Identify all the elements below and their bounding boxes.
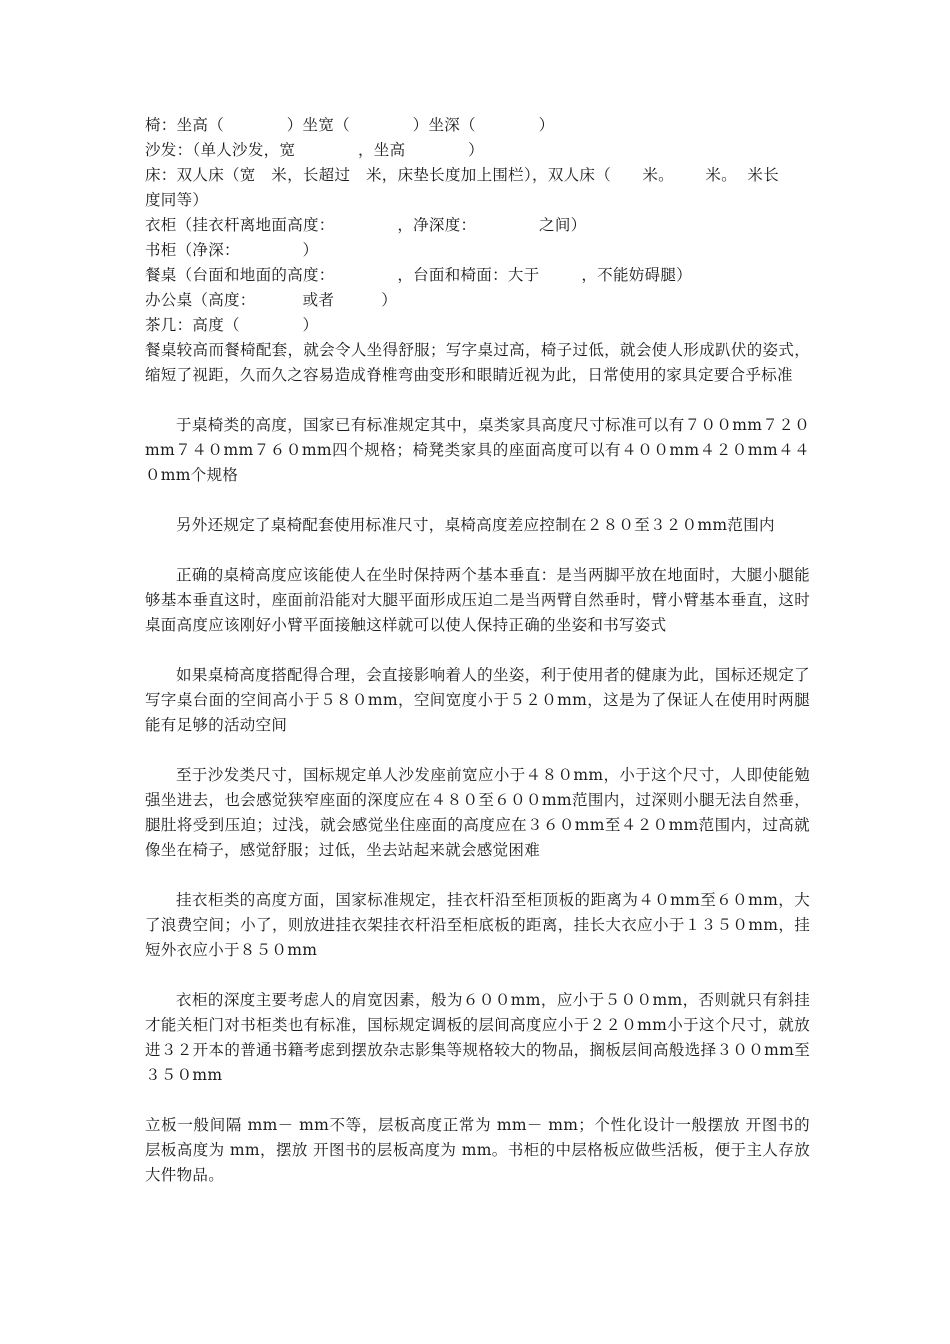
document-page — [145, 113, 810, 1188]
paragraph-spacer — [145, 388, 810, 413]
spec-line-bookcase: 书柜（净深： ） — [145, 241, 319, 259]
paragraph-wardrobe-depth: 衣柜的深度主要考虑人的肩宽因素，般为６００mm，应小于５００mm，否则就只有斜挂才能关柜门对书柜类也有标准，国标规定调板的层间高度应小于２２０mm小于这个尺寸，就放进３２开本的普通书籍考虑到摆放杂志影集等规格较大的物品，搁板层间高般选择３００mm至３５０mm — [145, 991, 810, 1084]
paragraph-height-difference: 另外还规定了桌椅配套使用标准尺寸，桌椅高度差应控制在２８０至３２０mm范围内 — [176, 516, 775, 534]
spec-line-desk: 办公桌（高度： 或者 ） — [145, 291, 398, 309]
paragraph-correct-posture: 正确的桌椅高度应该能使人在坐时保持两个基本垂直：是当两脚平放在地面时，大腿小腿能够基本垂直这时，座面前沿能对大腿平面形成压迫二是当两臂自然垂时，臂小臂基本垂直，这时桌面高度应该刚好小臂平面接触这样就可以使人保持正确的坐姿和书写姿式 — [145, 566, 810, 634]
paragraph-table-chair-height: 于桌椅类的高度，国家已有标准规定其中，桌类家具高度尺寸标准可以有７００mm７２０mm７４０mm７６０mm四个规格；椅凳类家具的座面高度可以有４００mm４２０mm４４０mm个规格 — [145, 416, 810, 484]
spec-line-chair: 椅：坐高（ ）坐宽（ ）坐深（ ） — [145, 116, 555, 134]
spec-line-dining-table: 餐桌（台面和地面的高度： ，台面和椅面：大于 ，不能妨碍腿） — [145, 266, 692, 284]
spec-line-sofa: 沙发：（单人沙发，宽 ，坐高 ） — [145, 141, 484, 159]
paragraph-wardrobe-height: 挂衣柜类的高度方面，国家标准规定，挂衣杆沿至柜顶板的距离为４０mm至６０mm，大了浪费空间；小了，则放进挂衣架挂衣杆沿至柜底板的距离，挂长大衣应小于１３５０mm，挂短外衣应小于８５０mm — [145, 891, 810, 959]
paragraph-spacer — [145, 738, 810, 763]
paragraph-spacer — [145, 538, 810, 563]
spec-line-wardrobe: 衣柜（挂衣杆离地面高度： ，净深度： 之间） — [145, 216, 587, 234]
spec-list — [145, 113, 810, 338]
paragraph-spacer — [145, 1088, 810, 1113]
paragraph-spacer — [145, 638, 810, 663]
paragraph-spacer — [145, 963, 810, 988]
closing-paragraph: 立板一般间隔 mm－ mm不等，层板高度正常为 mm－ mm；个性化设计一般摆放 开图书的层板高度为 mm，摆放 开图书的层板高度为 mm。书柜的中层格板应做些活板，便于主人存放大件物品。 — [145, 1116, 810, 1184]
paragraph-desk-space: 如果桌椅高度搭配得合理，会直接影响着人的坐姿，利于使用者的健康为此，国标还规定了写字桌台面的空间高小于５８０mm，空间宽度小于５２０mm，这是为了保证人在使用时两腿能有足够的活动空间 — [145, 666, 810, 734]
paragraph-spacer — [145, 488, 810, 513]
spec-line-tea-table: 茶几：高度（ ） — [145, 316, 319, 334]
spec-line-bed-cont: 度同等） — [145, 191, 209, 209]
intro-paragraph: 餐桌较高而餐椅配套，就会令人坐得舒服；写字桌过高，椅子过低，就会使人形成趴伏的姿式，缩短了视距，久而久之容易造成脊椎弯曲变形和眼睛近视为此，日常使用的家具定要合乎标准 — [145, 341, 810, 384]
spec-line-bed: 床：双人床（宽 米，长超过 米，床垫长度加上围栏），双人床（ 米。 米。 米长 — [145, 166, 779, 184]
paragraph-spacer — [145, 863, 810, 888]
paragraph-sofa-size: 至于沙发类尺寸，国标规定单人沙发座前宽应小于４８０mm，小于这个尺寸，人即使能勉强坐进去，也会感觉狭窄座面的深度应在４８０至６００mm范围内，过深则小腿无法自然垂，腿肚将受到压迫；过浅，就会感觉坐住座面的高度应在３６０mm至４２０mm范围内，过高就像坐在椅子，感觉舒服；过低，坐去站起来就会感觉困难 — [145, 766, 810, 859]
